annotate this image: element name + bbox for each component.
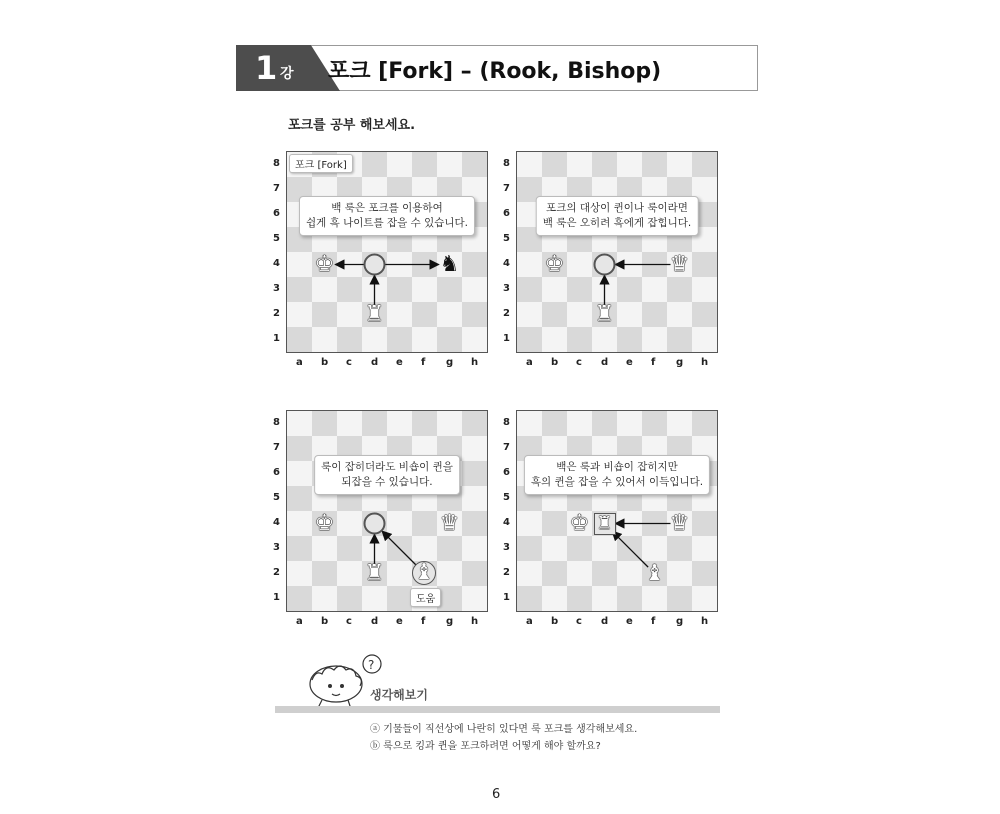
rank-label: 1 [273, 592, 280, 603]
rank-label: 2 [503, 308, 510, 319]
callout-line: 백 룩은 오히려 흑에게 잡힙니다. [542, 217, 692, 229]
think-title: 생각해보기 [370, 688, 428, 702]
rank-label: 1 [503, 592, 510, 603]
rank-label: 4 [273, 517, 280, 528]
file-label: e [396, 357, 403, 368]
rank-label: 6 [273, 208, 280, 219]
callout-line: 백은 룩과 비숍이 잡히지만 [556, 461, 678, 473]
page-number: 6 [492, 787, 501, 802]
explanation-callout [536, 196, 699, 236]
file-label: f [421, 357, 426, 368]
lesson-number: 1 [255, 49, 278, 87]
file-label: h [471, 357, 479, 368]
file-label: f [651, 357, 656, 368]
black-queen-icon: ♛ [669, 252, 690, 277]
white-rook-captured-icon: ♜ [596, 512, 613, 534]
black-king-icon: ♚ [314, 511, 335, 536]
file-label: d [601, 357, 609, 368]
file-label: c [576, 616, 582, 627]
file-label: b [551, 616, 559, 627]
rank-label: 6 [273, 467, 280, 478]
rank-label: 6 [503, 208, 510, 219]
callout-line: 백 룩은 포크를 이용하여 [331, 202, 443, 214]
svg-text:?: ? [368, 658, 375, 672]
attack-arrow [382, 531, 418, 567]
file-label: h [471, 616, 479, 627]
help-label: 도움 [410, 588, 441, 607]
think-divider [275, 706, 720, 713]
rank-label: 4 [503, 517, 510, 528]
file-label: h [701, 616, 709, 627]
lesson-unit: 강 [280, 66, 294, 82]
rank-label: 5 [503, 492, 510, 503]
rank-label: 2 [273, 308, 280, 319]
black-king-icon: ♚ [314, 252, 335, 277]
target-square-marker [365, 255, 385, 275]
black-king-icon: ♚ [544, 252, 565, 277]
rank-label: 2 [503, 567, 510, 578]
file-label: a [526, 616, 533, 627]
rank-label: 7 [503, 442, 510, 453]
file-label: d [371, 616, 379, 627]
file-label: g [676, 357, 684, 368]
target-square-marker [365, 514, 385, 534]
black-king-icon: ♚ [569, 511, 590, 536]
instruction-text: 포크를 공부 해보세요. [288, 118, 416, 133]
file-label: e [396, 616, 403, 627]
lesson-title: 포크 [Fork] – (Rook, Bishop) [328, 59, 662, 84]
file-label: c [346, 616, 352, 627]
file-label: h [701, 357, 709, 368]
think-question-b: ⓑ 룩으로 킹과 퀸을 포크하려면 어떻게 해야 할까요? [370, 741, 601, 752]
rank-label: 7 [503, 183, 510, 194]
file-label: b [551, 357, 559, 368]
rank-label: 3 [503, 542, 510, 553]
white-rook-icon: ♜ [364, 561, 385, 586]
black-knight-icon: ♞ [439, 252, 460, 277]
callout-line: 룩이 잡히더라도 비숍이 퀸을 [321, 461, 453, 473]
rank-label: 3 [273, 542, 280, 553]
white-rook-icon: ♜ [594, 302, 615, 327]
rank-label: 2 [273, 567, 280, 578]
black-queen-icon: ♛ [669, 511, 690, 536]
file-label: c [346, 357, 352, 368]
explanation-callout [299, 196, 475, 236]
black-queen-icon: ♛ [439, 511, 460, 536]
file-label: a [296, 357, 303, 368]
file-label: d [601, 616, 609, 627]
thinking-person-icon [300, 652, 384, 714]
target-square-marker [595, 255, 615, 275]
file-label: d [371, 357, 379, 368]
diagram-4 [503, 410, 953, 650]
explanation-callout [314, 455, 460, 495]
explanation-callout [524, 455, 710, 495]
file-label: g [446, 616, 454, 627]
file-label: f [421, 616, 426, 627]
file-label: c [576, 357, 582, 368]
fork-tag: 포크 [Fork] [289, 154, 353, 173]
rank-label: 3 [503, 283, 510, 294]
file-label: b [321, 357, 329, 368]
rank-label: 5 [273, 233, 280, 244]
white-bishop-icon: ♝ [412, 561, 436, 585]
file-label: g [676, 616, 684, 627]
rank-label: 1 [503, 333, 510, 344]
rank-label: 4 [273, 258, 280, 269]
file-label: f [651, 616, 656, 627]
think-question-a: ⓐ 기물들이 직선상에 나란히 있다면 룩 포크를 생각해보세요. [370, 724, 638, 735]
rank-label: 5 [503, 233, 510, 244]
rank-label: 6 [503, 467, 510, 478]
callout-line: 쉽게 흑 나이트를 잡을 수 있습니다. [305, 217, 469, 229]
file-label: a [526, 357, 533, 368]
white-bishop-icon: ♝ [644, 561, 665, 586]
rank-label: 5 [273, 492, 280, 503]
white-rook-icon: ♜ [364, 302, 385, 327]
file-label: e [626, 357, 633, 368]
callout-line: 되잡을 수 있습니다. [341, 476, 433, 488]
rank-label: 8 [273, 158, 280, 169]
file-label: e [626, 616, 633, 627]
callout-line: 포크의 대상이 퀸이나 룩이라면 [546, 202, 688, 214]
diagram-2 [503, 151, 953, 391]
rank-label: 4 [503, 258, 510, 269]
rank-label: 3 [273, 283, 280, 294]
rank-label: 7 [273, 442, 280, 453]
lesson-header [236, 45, 758, 91]
file-label: b [321, 616, 329, 627]
file-label: a [296, 616, 303, 627]
callout-line: 흑의 퀸을 잡을 수 있어서 이득입니다. [530, 476, 704, 488]
rank-label: 8 [503, 158, 510, 169]
file-label: g [446, 357, 454, 368]
rank-label: 8 [273, 417, 280, 428]
rank-label: 8 [503, 417, 510, 428]
rank-label: 1 [273, 333, 280, 344]
rank-label: 7 [273, 183, 280, 194]
